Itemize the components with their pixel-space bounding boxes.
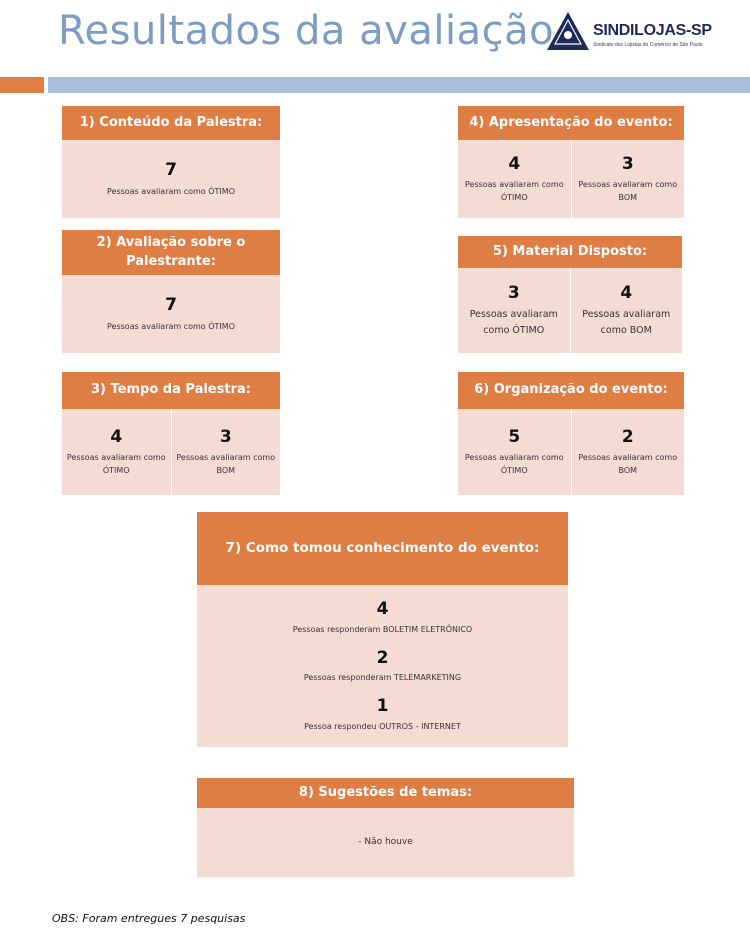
card-body [458,140,684,218]
rating-label: Pessoas avaliaram como ÓTIMO [66,453,166,476]
rating-label: Pessoas avaliaram como ÓTIMO [107,321,235,331]
card-body [62,275,280,353]
page-title: Resultados da avaliação [58,8,555,54]
rating-cell [171,409,281,495]
rating-cell [458,409,571,495]
rating-count: 3 [507,282,520,303]
logo-name: SINDILOJAS-SP [593,22,712,39]
answer-label: Pessoas responderam BOLETIM ELETRÔNICO [292,624,473,634]
card-organizacao-evento [458,372,684,495]
card-body [62,140,280,218]
sindilojas-logo [545,10,725,52]
rating-label: Pessoas avaliaram como ÓTIMO [464,180,564,203]
card-apresentacao-evento [458,106,684,218]
card-material-disposto [458,236,682,353]
rating-cell [571,409,685,495]
rating-label: Pessoas avaliaram como BOM [582,309,671,336]
rating-label: Pessoas avaliaram como BOM [578,453,678,476]
card-sugestoes-temas [197,778,574,877]
card-title: 7) Como tomou conhecimento do evento: [197,512,568,585]
card-title: 6) Organização do evento: [458,372,684,409]
rating-cell [458,268,570,353]
rating-count: 5 [508,426,521,447]
card-avaliacao-palestrante [62,230,280,353]
observation-note: OBS: Foram entregues 7 pesquisas [52,912,246,925]
rating-cell [571,140,685,218]
rating-count: 3 [219,426,232,447]
answer-item [293,599,472,636]
card-title: 5) Material Disposto: [458,236,682,268]
logo-subtitle: Sindicato dos Lojistas do Comércio de São Paulo [593,42,703,48]
rating-count: 7 [165,295,177,316]
card-title: 2) Avaliação sobre o Palestrante: [62,230,280,275]
card-conteudo-palestra [62,106,280,218]
answer-item [304,648,461,685]
rating-count: 7 [165,160,177,181]
rating-count: 4 [110,426,123,447]
rating-count: 3 [621,153,634,174]
card-title: 1) Conteúdo da Palestra: [62,106,280,140]
header-bar-orange [0,77,44,93]
card-body [197,585,568,747]
header-bar-blue [48,77,750,93]
triangle-logo-icon [545,10,591,52]
card-title: 3) Tempo da Palestra: [62,372,280,409]
rating-cell [570,268,683,353]
rating-cell [62,140,280,218]
rating-label: Pessoas avaliaram como ÓTIMO [469,309,558,336]
rating-label: Pessoas avaliaram como BOM [578,180,678,203]
card-body [458,268,682,353]
answer-count: 4 [376,599,389,620]
rating-count: 4 [620,282,633,303]
card-title: 4) Apresentação do evento: [458,106,684,140]
rating-label: Pessoas avaliaram como ÓTIMO [464,453,564,476]
rating-count: 4 [508,153,521,174]
suggestion-text: - Não houve [358,837,413,848]
card-title: 8) Sugestões de temas: [197,778,574,808]
card-body [197,808,574,877]
card-body [62,409,280,495]
answer-count: 2 [376,647,389,668]
card-tempo-palestra [62,372,280,495]
rating-cell [62,275,280,353]
rating-count: 2 [621,426,634,447]
answer-label: Pessoa respondeu OUTROS - INTERNET [304,721,461,731]
card-como-tomou-conhecimento [197,512,568,747]
rating-cell [458,140,571,218]
rating-label: Pessoas avaliaram como ÓTIMO [107,186,235,196]
rating-label: Pessoas avaliaram como BOM [176,453,276,476]
answer-label: Pessoas responderam TELEMARKETING [303,673,462,683]
answer-item [304,696,461,733]
answer-count: 1 [376,696,389,717]
rating-cell [62,409,171,495]
card-body [458,409,684,495]
